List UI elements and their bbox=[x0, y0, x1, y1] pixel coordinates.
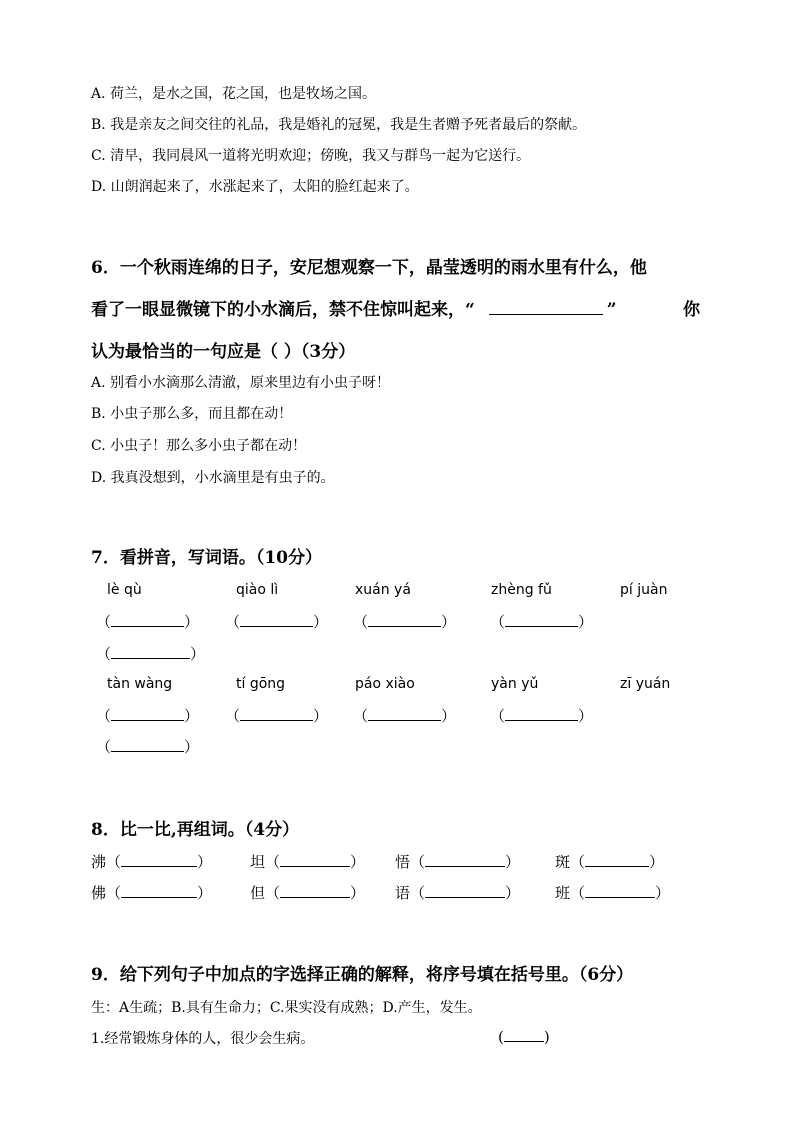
q5-option-d: D. 山朗润起来了，水涨起来了，太阳的脸红起来了。 bbox=[91, 179, 419, 195]
q5-option-a: A. 荷兰，是水之国，花之国，也是牧场之国。 bbox=[91, 86, 377, 102]
answer-bracket[interactable] bbox=[490, 611, 593, 632]
close-paren: ） bbox=[313, 613, 329, 631]
open-paren: （ bbox=[96, 707, 112, 725]
q9-title: 9．给下列句子中加点的字选择正确的解释，将序号填在括号里。（6分） bbox=[91, 965, 634, 985]
character: 佛 bbox=[91, 884, 107, 902]
close-paren: ） bbox=[441, 613, 457, 631]
pinyin: yàn yǔ bbox=[491, 676, 539, 692]
answer-bracket[interactable] bbox=[490, 705, 593, 726]
pinyin: zī yuán bbox=[620, 676, 671, 692]
pinyin: xuán yá bbox=[355, 582, 411, 598]
answer-bracket[interactable] bbox=[225, 705, 328, 726]
answer-bracket[interactable] bbox=[96, 643, 205, 664]
character: 沸 bbox=[91, 853, 107, 871]
close-paren: ） bbox=[184, 613, 200, 631]
close-paren: ） bbox=[190, 645, 206, 663]
word-pair[interactable]: 悟（ ） bbox=[395, 853, 521, 871]
q5-option-c: C. 清早，我同晨风一道将光明欢迎；傍晚，我又与群鸟一起为它送行。 bbox=[91, 148, 531, 164]
open-paren: （ bbox=[96, 738, 112, 756]
open-paren: （ bbox=[96, 613, 112, 631]
q8-title: 8．比一比,再组词。（4分） bbox=[91, 820, 300, 840]
close-paren: ） bbox=[441, 707, 457, 725]
answer-bracket[interactable] bbox=[225, 611, 328, 632]
answer-bracket[interactable] bbox=[96, 736, 199, 757]
open-paren: （ bbox=[353, 707, 369, 725]
character: 悟 bbox=[395, 853, 411, 871]
q9-definitions: 生：A生疏；B.具有生命力；C.果实没有成熟；D.产生，发生。 bbox=[91, 1000, 482, 1016]
open-paren: （ bbox=[353, 613, 369, 631]
word-pair[interactable]: 语（ ） bbox=[395, 884, 521, 902]
q6-answer-blank[interactable] bbox=[489, 300, 603, 315]
close-paren: ） bbox=[184, 707, 200, 725]
character: 班 bbox=[555, 884, 571, 902]
q6-option-c: C. 小虫子！那么多小虫子都在动！ bbox=[91, 438, 307, 454]
close-paren: ） bbox=[578, 613, 594, 631]
answer-bracket[interactable] bbox=[353, 705, 456, 726]
open-paren: （ bbox=[490, 707, 506, 725]
q6-stem-you: 你 bbox=[683, 300, 700, 320]
q6-stem-line1: 6．一个秋雨连绵的日子，安尼想观察一下，晶莹透明的雨水里有什么，他 bbox=[91, 258, 647, 278]
open-paren: （ bbox=[96, 645, 112, 663]
pinyin: tàn wàng bbox=[107, 676, 173, 692]
q9-item-1: 1.经常锻炼身体的人，很少会生病。 bbox=[91, 1031, 315, 1047]
close-paren: ） bbox=[184, 738, 200, 756]
q6-stem-line2 bbox=[91, 295, 711, 320]
word-pair[interactable]: 但（ ） bbox=[250, 884, 366, 902]
word-pair[interactable]: 班（ ） bbox=[555, 884, 671, 902]
q6-stem-line2-text: 看了一眼显微镜下的小水滴后，禁不住惊叫起来，“ bbox=[91, 300, 475, 320]
close-paren: ） bbox=[313, 707, 329, 725]
pinyin: lè qù bbox=[107, 582, 142, 598]
word-pair[interactable]: 斑（ ） bbox=[555, 853, 665, 871]
q9-item-1-answer[interactable]: ( ) bbox=[498, 1028, 550, 1046]
character: 斑 bbox=[555, 853, 571, 871]
open-paren: （ bbox=[225, 707, 241, 725]
word-pair[interactable]: 坦（ ） bbox=[250, 853, 366, 871]
q6-option-a: A. 别看小水滴那么清澈，原来里边有小虫子呀！ bbox=[91, 375, 391, 391]
word-pair[interactable]: 沸（ ） bbox=[91, 853, 213, 871]
q6-option-d: D. 我真没想到，小水滴里是有虫子的。 bbox=[91, 470, 335, 486]
answer-bracket[interactable] bbox=[353, 611, 456, 632]
word-pair[interactable]: 佛（ ） bbox=[91, 884, 213, 902]
q6-stem-line3: 认为最恰当的一句应是（ ）（3分） bbox=[91, 342, 356, 362]
pinyin: tí gōng bbox=[236, 676, 286, 692]
q7-title: 7．看拼音，写词语。（10分） bbox=[91, 548, 322, 568]
character: 语 bbox=[395, 884, 411, 902]
pinyin: zhèng fǔ bbox=[491, 582, 552, 598]
q6-option-b: B. 小虫子那么多，而且都在动！ bbox=[91, 406, 293, 422]
character: 但 bbox=[250, 884, 266, 902]
pinyin: qiào lì bbox=[236, 582, 279, 598]
open-paren: （ bbox=[225, 613, 241, 631]
q6-close-quote: ” bbox=[606, 300, 617, 320]
answer-bracket[interactable] bbox=[96, 611, 199, 632]
answer-bracket[interactable] bbox=[96, 705, 199, 726]
pinyin: pí juàn bbox=[620, 582, 668, 598]
open-paren: （ bbox=[490, 613, 506, 631]
pinyin: páo xiào bbox=[355, 676, 415, 692]
character: 坦 bbox=[250, 853, 266, 871]
close-paren: ） bbox=[578, 707, 594, 725]
q5-option-b: B. 我是亲友之间交往的礼品，我是婚礼的冠冕，我是生者赠予死者最后的祭献。 bbox=[91, 117, 587, 133]
